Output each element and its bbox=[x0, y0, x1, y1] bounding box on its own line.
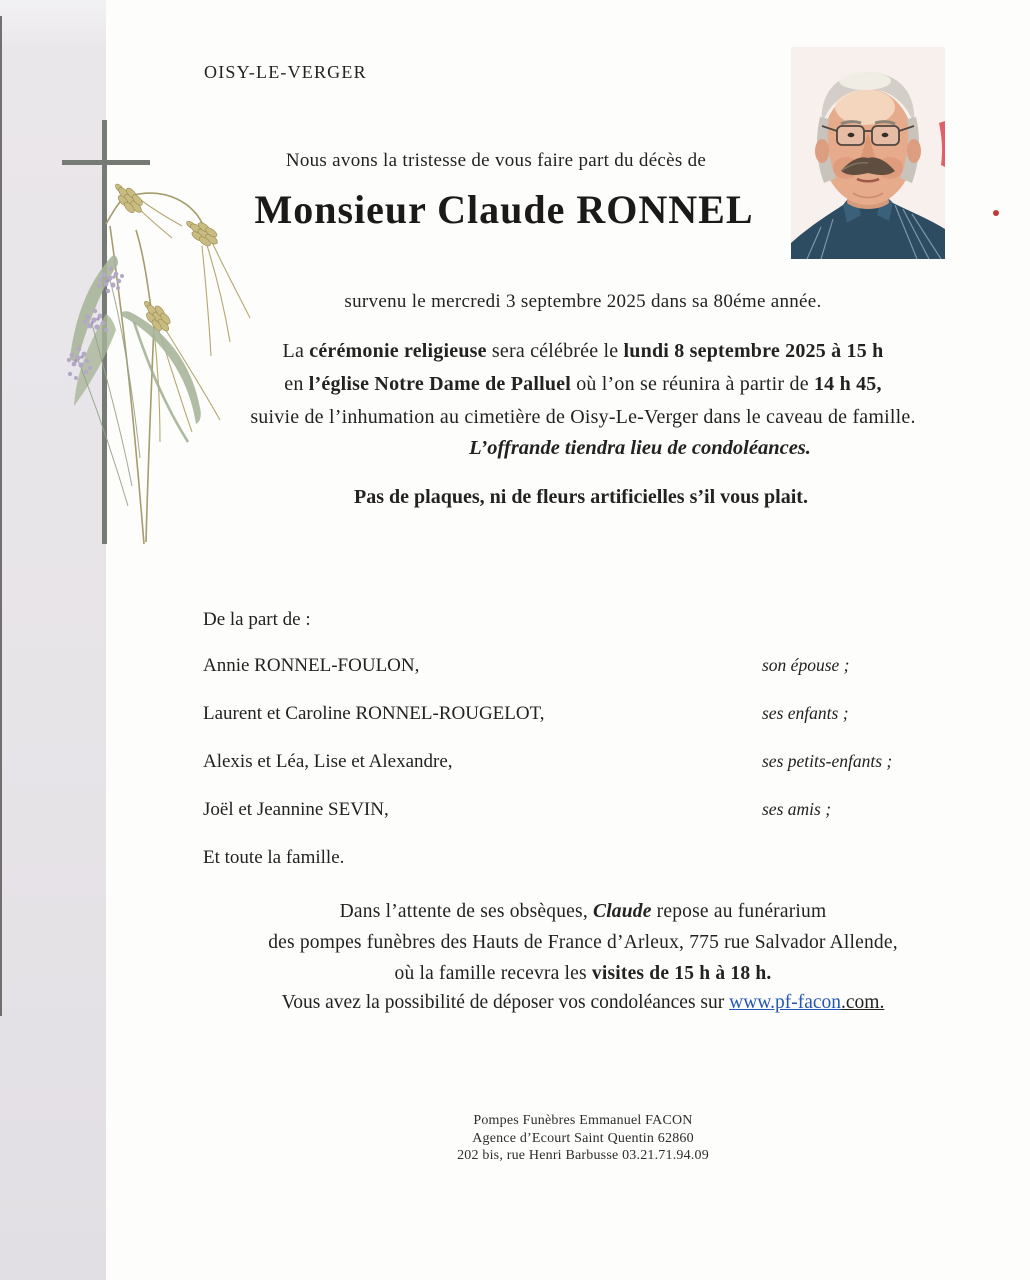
family-member-relation: ses enfants ; bbox=[762, 703, 849, 723]
condolences-link-suffix: .com. bbox=[841, 992, 885, 1013]
ceremony-line-1: La cérémonie religieuse sera célébrée le lundi 8 septembre 2025 à 15 h bbox=[282, 340, 884, 362]
ceremony-paragraph bbox=[183, 335, 983, 434]
footer-address: 202 bis, rue Henri Barbusse 03.21.71.94.09 bbox=[457, 1148, 709, 1163]
family-member-name: Alexis et Léa, Lise et Alexandre, bbox=[203, 751, 453, 772]
footer-agency: Agence d’Ecourt Saint Quentin 62860 bbox=[472, 1130, 694, 1146]
ceremony-line-2: en l’église Notre Dame de Palluel où l’on se réunira à partir de 14 h 45, bbox=[284, 373, 882, 395]
funeral-home-footer bbox=[183, 1112, 983, 1165]
family-member-name: Annie RONNEL-FOULON, bbox=[203, 655, 420, 676]
condolences-line bbox=[183, 992, 983, 1014]
scan-edge-line bbox=[0, 16, 2, 1016]
death-notice-line: survenu le mercredi 3 septembre 2025 dans sa 80éme année. bbox=[344, 291, 822, 312]
family-closing: Et toute la famille. bbox=[203, 847, 345, 868]
ceremony-line-3: suivie de l’inhumation au cimetière de Oisy-Le-Verger dans le caveau de famille. bbox=[250, 406, 916, 428]
family-member-relation: ses petits-enfants ; bbox=[762, 751, 893, 771]
family-member-relation: ses amis ; bbox=[762, 799, 832, 819]
no-flowers-line: Pas de plaques, ni de fleurs artificielles s’il vous plait. bbox=[354, 486, 808, 508]
funeral-home-paragraph bbox=[183, 896, 983, 989]
offering-line: L’offrande tiendra lieu de condoléances. bbox=[469, 437, 811, 459]
family-member-name: Laurent et Caroline RONNEL-ROUGELOT, bbox=[203, 703, 545, 724]
funeral-line-3: où la famille recevra les visites de 15 h à 18 h. bbox=[394, 963, 772, 984]
condolences-text: Vous avez la possibilité de déposer vos condoléances sur bbox=[281, 992, 730, 1013]
funeral-line-1: Dans l’attente de ses obsèques, Claude repose au funérarium bbox=[339, 901, 827, 922]
family-member-name: Joël et Jeannine SEVIN, bbox=[203, 799, 389, 820]
intro-line: Nous avons la tristesse de vous faire part du décès de bbox=[285, 150, 707, 171]
deceased-name: Monsieur Claude RONNEL bbox=[254, 187, 754, 232]
red-dot-mark bbox=[993, 210, 999, 216]
funeral-line-2: des pompes funèbres des Hauts de France d’Arleux, 775 rue Salvador Allende, bbox=[268, 932, 898, 953]
condolences-link[interactable]: www.pf-facon bbox=[729, 992, 842, 1013]
city-label: OISY-LE-VERGER bbox=[204, 62, 367, 82]
family-member-relation: son épouse ; bbox=[762, 655, 850, 675]
family-heading: De la part de : bbox=[203, 609, 311, 630]
footer-company: Pompes Funèbres Emmanuel FACON bbox=[473, 1113, 693, 1128]
